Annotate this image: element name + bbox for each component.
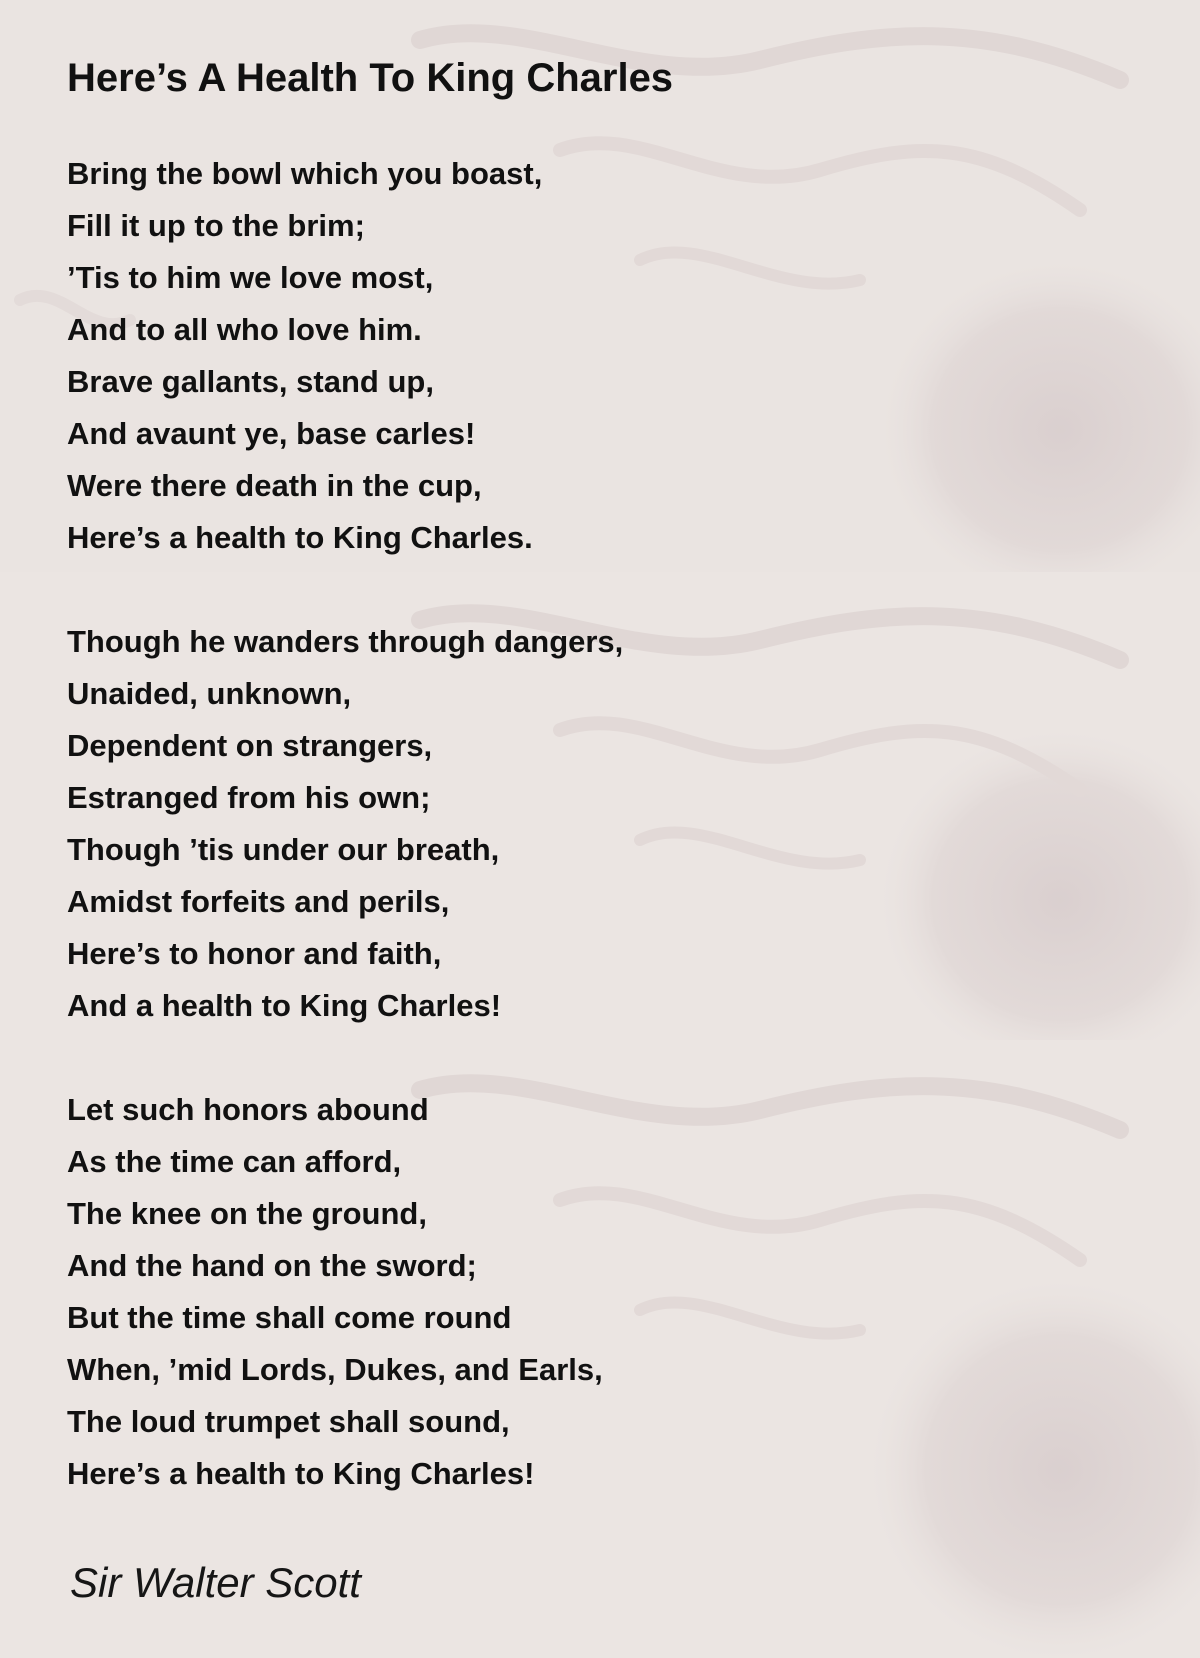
poem-line: Dependent on strangers, xyxy=(67,728,433,763)
poem-line: Unaided, unknown, xyxy=(67,676,352,711)
poem-line: And a health to King Charles! xyxy=(67,988,502,1023)
poem-line: And to all who love him. xyxy=(67,312,422,347)
poem-line: Here’s a health to King Charles. xyxy=(67,520,533,555)
poem-line: Estranged from his own; xyxy=(67,780,431,815)
poem-line: Here’s a health to King Charles! xyxy=(67,1456,535,1491)
stanza-1 xyxy=(67,148,542,564)
poem-line: Let such honors abound xyxy=(67,1092,429,1127)
stanza-2 xyxy=(67,616,623,1032)
poem-line: Bring the bowl which you boast, xyxy=(67,156,543,191)
poem-line: The knee on the ground, xyxy=(67,1196,427,1231)
poem-line: Amidst forfeits and perils, xyxy=(67,884,450,919)
poem-line: Were there death in the cup, xyxy=(67,468,482,503)
poem-line: Though ’tis under our breath, xyxy=(67,832,500,867)
poem-line: ’Tis to him we love most, xyxy=(67,260,434,295)
poem-line: The loud trumpet shall sound, xyxy=(67,1404,510,1439)
poem-line: Here’s to honor and faith, xyxy=(67,936,442,971)
poem-title: Here’s A Health To King Charles xyxy=(67,56,674,100)
poem-line: Fill it up to the brim; xyxy=(67,208,365,243)
stanza-3 xyxy=(67,1084,603,1500)
poem-line: Though he wanders through dangers, xyxy=(67,624,624,659)
poem-line: And avaunt ye, base carles! xyxy=(67,416,476,451)
poem-line: Brave gallants, stand up, xyxy=(67,364,434,399)
poem-line: As the time can afford, xyxy=(67,1144,402,1179)
poem-line: When, ’mid Lords, Dukes, and Earls, xyxy=(67,1352,603,1387)
poem-line: And the hand on the sword; xyxy=(67,1248,477,1283)
poem-author: Sir Walter Scott xyxy=(70,1559,361,1606)
poem-line: But the time shall come round xyxy=(67,1300,512,1335)
